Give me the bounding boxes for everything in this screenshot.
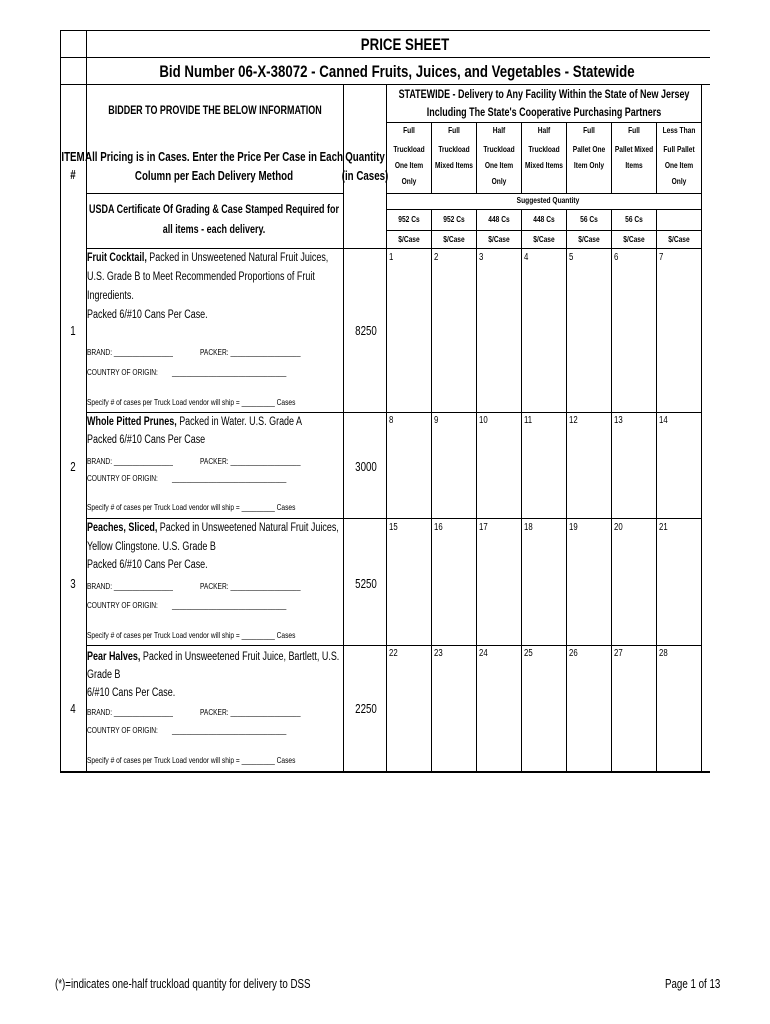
bidder-info-label: BIDDER TO PROVIDE THE BELOW INFORMATION — [108, 105, 322, 117]
pricing-instruction-2: Column per Each Delivery Method — [134, 169, 294, 183]
item-name: Whole Pitted Prunes, — [87, 416, 177, 428]
usda-note-2: all items - each delivery. — [162, 224, 266, 236]
col-3-line-4: Only — [491, 176, 507, 186]
page-title: PRICE SHEET — [360, 35, 450, 54]
quantity-header-2: (in Cases) — [341, 169, 389, 183]
item-description-line: Packed 6/#10 Cans Per Case. — [87, 309, 208, 321]
price-cell[interactable]: 27 — [614, 648, 623, 659]
origin-field[interactable]: _______________________________ — [172, 600, 287, 610]
col-2-qty: 952 Cs — [443, 214, 465, 224]
col-4-line-3: Mixed Items — [525, 160, 563, 170]
col-3-qty: 448 Cs — [488, 214, 510, 224]
col-1-qty: 952 Cs — [398, 214, 420, 224]
price-cell[interactable]: 9 — [434, 415, 439, 426]
item-description-line: Peaches, Sliced, Packed in Unsweetened Natural Fruit Juices, — [87, 522, 339, 534]
origin-label: COUNTRY OF ORIGIN: — [87, 600, 158, 610]
col-7-line-2: Full Pallet — [663, 144, 695, 154]
item-name: Peaches, Sliced, — [87, 522, 158, 534]
price-cell[interactable]: 11 — [524, 415, 533, 426]
col-1-line-2: Truckload — [393, 144, 425, 154]
price-cell[interactable]: 17 — [479, 522, 488, 533]
item-hash-label: # — [70, 168, 76, 182]
packer-field[interactable]: PACKER: ___________________ — [200, 456, 301, 466]
brand-field[interactable]: BRAND: ________________ — [87, 456, 173, 466]
item-number: 3 — [70, 577, 76, 591]
price-cell[interactable]: 28 — [659, 648, 668, 659]
item-description-line: Grade B — [87, 669, 121, 681]
price-cell[interactable]: 26 — [569, 648, 578, 659]
brand-field[interactable]: BRAND: ________________ — [87, 581, 173, 591]
col-3-line-3: One Item — [484, 160, 514, 170]
col-4-qty: 448 Cs — [533, 214, 555, 224]
item-description-line: Fruit Cocktail, Packed in Unsweetened Natural Fruit Juices, — [87, 252, 329, 264]
page-number: Page 1 of 13 — [665, 977, 721, 991]
item-quantity: 2250 — [355, 702, 377, 716]
col-4-line-2: Truckload — [528, 144, 560, 154]
col-1-line-3: One Item — [394, 160, 424, 170]
item-number: 1 — [70, 324, 76, 338]
item-number: 2 — [70, 460, 76, 474]
col-5-line-2: Pallet One — [572, 144, 606, 154]
price-cell[interactable]: 4 — [524, 252, 529, 263]
item-name: Fruit Cocktail, — [87, 252, 147, 264]
col-7-line-4: Only — [671, 176, 687, 186]
col-6-line-2: Pallet Mixed — [614, 144, 654, 154]
item-description-line: Packed 6/#10 Cans Per Case — [87, 434, 206, 446]
col-4-unit: $/Case — [533, 234, 555, 244]
col-5-unit: $/Case — [578, 234, 600, 244]
col-2-line-1: Full — [448, 125, 460, 135]
truckload-cases-field[interactable]: Specify # of cases per Truck Load vendor will ship = _________ Cases — [87, 502, 296, 512]
price-cell[interactable]: 8 — [389, 415, 394, 426]
price-cell[interactable]: 1 — [389, 252, 394, 263]
price-cell[interactable]: 14 — [659, 415, 668, 426]
col-4-line-1: Half — [537, 125, 551, 135]
packer-field[interactable]: PACKER: ___________________ — [200, 347, 301, 357]
statewide-note-2: Including The State's Cooperative Purchasing Partners — [426, 107, 662, 119]
item-label: ITEM — [61, 150, 85, 164]
item-description-line: Pear Halves, Packed in Unsweetened Fruit Juice, Bartlett, U.S. — [87, 651, 340, 663]
price-cell[interactable]: 15 — [389, 522, 398, 533]
col-5-qty: 56 Cs — [580, 214, 598, 224]
origin-label: COUNTRY OF ORIGIN: — [87, 367, 158, 377]
item-description-line: Yellow Clingstone. U.S. Grade B — [87, 541, 216, 553]
col-1-unit: $/Case — [398, 234, 420, 244]
price-cell[interactable]: 21 — [659, 522, 668, 533]
origin-label: COUNTRY OF ORIGIN: — [87, 473, 158, 483]
suggested-quantity-label: Suggested Quantity — [516, 195, 580, 205]
price-cell[interactable]: 5 — [569, 252, 574, 263]
bid-title: Bid Number 06-X-38072 - Canned Fruits, Juices, and Vegetables - Statewide — [159, 62, 635, 81]
packer-field[interactable]: PACKER: ___________________ — [200, 707, 301, 717]
item-number: 4 — [70, 702, 76, 716]
price-cell[interactable]: 3 — [479, 252, 484, 263]
price-cell[interactable]: 22 — [389, 648, 398, 659]
price-cell[interactable]: 12 — [569, 415, 578, 426]
col-6-line-3: Items — [625, 160, 643, 170]
item-quantity: 8250 — [355, 324, 377, 338]
price-cell[interactable]: 13 — [614, 415, 623, 426]
col-3-line-1: Half — [492, 125, 506, 135]
item-description-line: Ingredients. — [87, 290, 134, 302]
item-quantity: 3000 — [355, 460, 377, 474]
col-5-line-1: Full — [583, 125, 595, 135]
price-cell[interactable]: 23 — [434, 648, 443, 659]
item-description-line: U.S. Grade B to Meet Recommended Proportions of Fruit — [87, 271, 315, 283]
price-cell[interactable]: 20 — [614, 522, 623, 533]
col-1-line-4: Only — [401, 176, 417, 186]
packer-field[interactable]: PACKER: ___________________ — [200, 581, 301, 591]
col-6-line-1: Full — [628, 125, 640, 135]
truckload-cases-field[interactable]: Specify # of cases per Truck Load vendor will ship = _________ Cases — [87, 630, 296, 640]
col-6-unit: $/Case — [623, 234, 645, 244]
footer-note: (*)=indicates one-half truckload quantity for delivery to DSS — [55, 977, 311, 991]
origin-field[interactable]: _______________________________ — [172, 725, 287, 735]
price-cell[interactable]: 19 — [569, 522, 578, 533]
brand-field[interactable]: BRAND: ________________ — [87, 707, 173, 717]
usda-note: USDA Certificate Of Grading & Case Stamped Required for — [89, 204, 339, 216]
col-5-line-3: Item Only — [573, 160, 605, 170]
truckload-cases-field[interactable]: Specify # of cases per Truck Load vendor will ship = _________ Cases — [87, 397, 296, 407]
origin-field[interactable]: _______________________________ — [172, 367, 287, 377]
col-1-line-1: Full — [403, 125, 415, 135]
price-cell[interactable]: 18 — [524, 522, 533, 533]
item-quantity: 5250 — [355, 577, 377, 591]
origin-field[interactable]: _______________________________ — [172, 473, 287, 483]
col-3-unit: $/Case — [488, 234, 510, 244]
price-cell[interactable]: 16 — [434, 522, 443, 533]
col-6-qty: 56 Cs — [625, 214, 643, 224]
price-cell[interactable]: 7 — [659, 252, 664, 263]
pricing-instruction: All Pricing is in Cases. Enter the Price Per Case in Each — [85, 150, 343, 164]
col-7-line-3: One Item — [664, 160, 694, 170]
item-name: Pear Halves, — [87, 651, 141, 663]
col-7-line-1: Less Than — [662, 125, 696, 135]
quantity-header: Quantity — [345, 150, 385, 164]
item-description-line: Whole Pitted Prunes, Packed in Water. U.S. Grade A — [87, 416, 303, 428]
price-cell[interactable]: 6 — [614, 252, 619, 263]
item-description-line: 6/#10 Cans Per Case. — [87, 687, 176, 699]
brand-field[interactable]: BRAND: ________________ — [87, 347, 173, 357]
col-7-unit: $/Case — [668, 234, 690, 244]
truckload-cases-field[interactable]: Specify # of cases per Truck Load vendor will ship = _________ Cases — [87, 755, 296, 765]
price-cell[interactable]: 25 — [524, 648, 533, 659]
price-cell[interactable]: 10 — [479, 415, 488, 426]
col-3-line-2: Truckload — [483, 144, 515, 154]
price-cell[interactable]: 2 — [434, 252, 439, 263]
item-description-line: Packed 6/#10 Cans Per Case. — [87, 559, 208, 571]
price-cell[interactable]: 24 — [479, 648, 488, 659]
origin-label: COUNTRY OF ORIGIN: — [87, 725, 158, 735]
col-2-line-3: Mixed Items — [435, 160, 473, 170]
col-2-unit: $/Case — [443, 234, 465, 244]
statewide-note: STATEWIDE - Delivery to Any Facility Within the State of New Jersey — [398, 89, 690, 101]
col-2-line-2: Truckload — [438, 144, 470, 154]
